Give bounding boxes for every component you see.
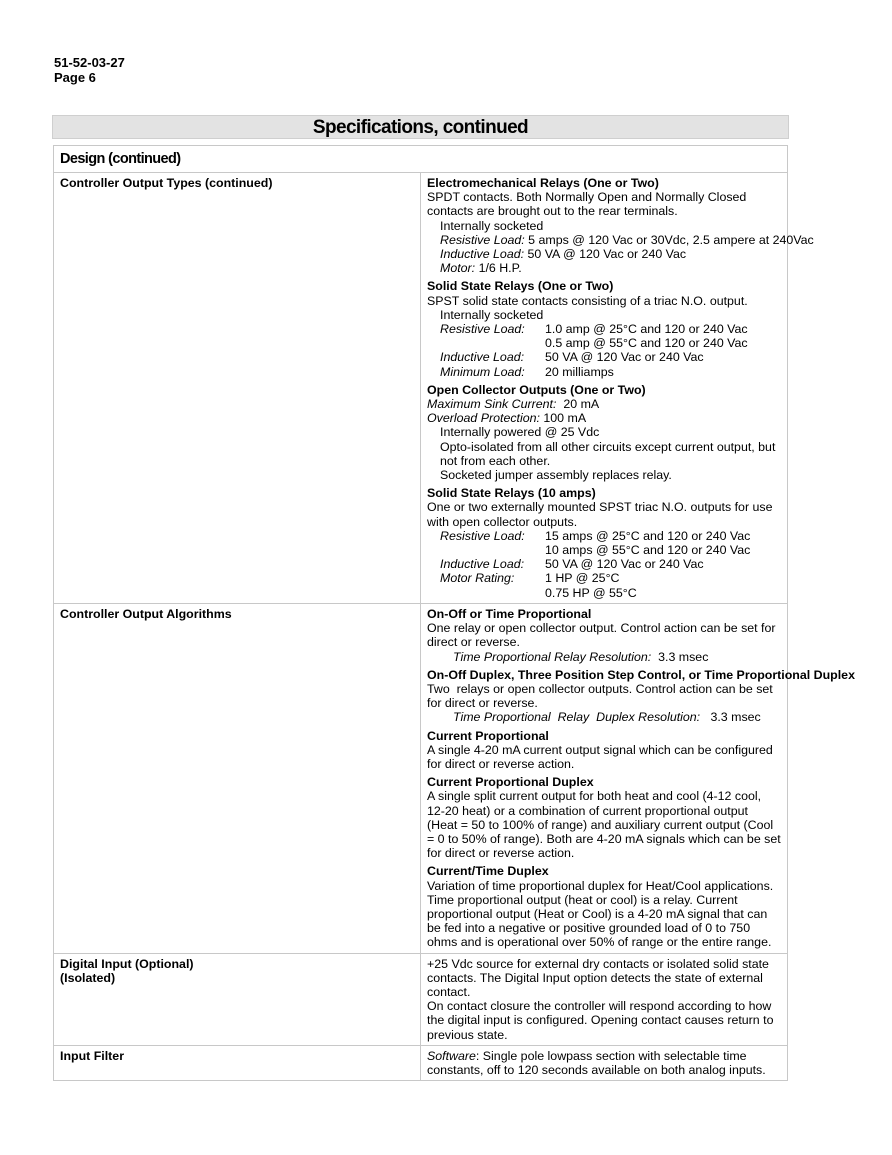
spec-key: Time Proportional Relay Resolution: [453,649,652,664]
spec-val: 0.5 amp @ 55°C and 120 or 240 Vac [545,336,748,351]
spec-block-ss-relays-10a [427,486,781,600]
spec-heading: Electromechanical Relays (One or Two) [427,176,659,190]
table-row [54,173,788,604]
spec-key: Resistive Load: [440,322,525,337]
spec-item [427,397,781,411]
spec-heading: On-Off Duplex, Three Position Step Control, or Time Proportional Duplex [427,667,855,682]
spec-block-onoff [427,607,781,664]
spec-block-current-duplex [427,775,781,860]
page-banner-title: Specifications, continued [52,115,789,139]
spec-val: 5 amps @ 120 Vac or 30Vdc, 2.5 ampere at 240Vac [524,232,814,247]
doc-number: 51-52-03-27 [54,55,125,70]
row-label: Input Filter [54,1045,421,1080]
spec-key: Motor: [440,261,476,276]
spec-val: 20 milliamps [545,364,614,379]
spec-block-time-duplex [427,864,781,949]
spec-text: A single 4-20 mA current output signal which can be configured for direct or reverse action. [427,742,773,771]
spec-block-duplex [427,667,855,725]
spec-heading: Solid State Relays (10 amps) [427,486,596,501]
table-row [54,1045,788,1080]
spec-key: Minimum Load: [440,364,525,379]
spec-heading: Open Collector Outputs (One or Two) [427,382,646,397]
row-label-line: Digital Input (Optional) [60,956,194,971]
spec-val: 50 VA @ 120 Vac or 240 Vac [545,350,704,365]
spec-key: Time Proportional Relay Duplex Resolution: [453,710,701,725]
spec-text: One relay or open collector output. Control action can be set for direct or reverse. [427,621,776,650]
spec-block-current [427,729,781,772]
spec-val: 1 HP @ 25°C [545,571,620,586]
table-row [54,953,788,1045]
spec-val: 1/6 H.P. [475,261,522,276]
spec-key: Maximum Sink Current: [427,397,557,412]
spec-item [427,543,781,557]
spec-text: Two relays or open collector outputs. Control action can be set for direct or reverse. [427,681,777,711]
spec-item [427,710,781,724]
spec-val: 0.75 HP @ 55°C [545,585,637,600]
spec-val: 3.3 msec [700,710,761,725]
spec-heading: Current Proportional Duplex [427,775,594,790]
spec-key: Inductive Load: [440,247,525,262]
spec-text: SPDT contacts. Both Normally Open and Normally Closed contacts are brought out to the rear terminals. [427,190,747,219]
spec-text: SPST solid state contacts consisting of a triac N.O. output. [427,293,748,308]
row-label [54,953,421,1045]
spec-text: +25 Vdc source for external dry contacts or isolated solid state contacts. The Digital Input option detects the state of external contact. [427,956,769,999]
spec-val: 50 VA @ 120 Vac or 240 Vac [524,247,687,262]
spec-text: Internally socketed [440,307,544,322]
spec-item [427,232,814,247]
spec-item [427,586,781,600]
spec-key: Motor Rating: [440,571,515,586]
spec-item [427,350,781,364]
spec-item [427,411,781,425]
spec-text: Internally powered @ 25 Vdc [440,425,600,440]
spec-text: Socketed jumper assembly replaces relay. [440,468,672,483]
spec-val: : Single pole lowpass section with selectable time constants, off to 120 seconds available on both analog inputs. [427,1048,766,1077]
spec-val: 15 amps @ 25°C and 120 or 240 Vac [545,528,751,543]
spec-val: 3.3 msec [651,649,709,664]
spec-key: Software [427,1048,476,1063]
row-value [421,953,788,1045]
table-row [54,603,788,953]
spec-heading: On-Off or Time Proportional [427,606,592,621]
spec-item [427,322,781,336]
spec-key: Inductive Load: [440,350,525,365]
spec-item [427,1049,781,1077]
spec-val: 20 mA [556,397,600,412]
row-value [421,173,814,604]
section-header-row [54,146,788,173]
spec-text: One or two externally mounted SPST triac N.O. outputs for use with open collector outputs. [427,500,773,529]
spec-key: Overload Protection: [427,411,540,426]
spec-val: 10 amps @ 55°C and 120 or 240 Vac [545,543,751,558]
spec-item [427,529,781,543]
row-label: Controller Output Types (continued) [54,173,421,604]
spec-item [427,247,781,261]
spec-heading: Solid State Relays (One or Two) [427,279,614,294]
spec-item [427,650,781,664]
spec-block-open-collector [427,383,781,482]
spec-block-em-relays [427,176,814,276]
spec-val: 100 mA [539,411,587,426]
spec-item [427,365,781,379]
spec-heading: Current Proportional [427,728,549,743]
spec-key: Inductive Load: [440,557,525,572]
row-label-line: (Isolated) [60,970,116,985]
spec-block-ss-relays [427,279,781,378]
spec-item [427,557,781,571]
spec-text: Internally socketed [440,218,544,233]
document-header [54,55,125,85]
spec-text: A single split current output for both heat and cool (4-12 cool, 12-20 heat) or a combination of current proportional output (Heat = 50 to 100% of range) and auxiliary current output (Cool = 0 to 50% of range). Both are 4-20 mA signals which can be set for direct or reverse action. [427,789,781,861]
section-title: Design (continued) [54,146,788,173]
spec-heading: Current/Time Duplex [427,864,549,879]
spec-key: Resistive Load: [440,528,525,543]
spec-text: Variation of time proportional duplex for Heat/Cool applications. Time proportional output (heat or cool) is a relay. Current proportional output (Heat or Cool) is a 4-20 mA signal that can be fed into a negative or positive grounded load of 0 to 750 ohms and is operational over 50% of range or the entire range. [427,878,774,950]
spec-item [427,261,781,275]
page-number: Page 6 [54,70,96,85]
spec-key: Resistive Load: [440,232,525,247]
spec-table [53,145,855,1081]
spec-val: 50 VA @ 120 Vac or 240 Vac [545,557,704,572]
row-label: Controller Output Algorithms [54,603,421,953]
spec-text: On contact closure the controller will respond according to how the digital input is configured. Opening contact causes return to previous state. [427,999,774,1042]
row-value [421,603,855,953]
spec-item [427,571,781,585]
spec-item [427,336,781,350]
spec-text: Opto-isolated from all other circuits except current output, but not from each other. [440,439,776,468]
row-value [421,1045,788,1080]
spec-val: 1.0 amp @ 25°C and 120 or 240 Vac [545,322,748,337]
